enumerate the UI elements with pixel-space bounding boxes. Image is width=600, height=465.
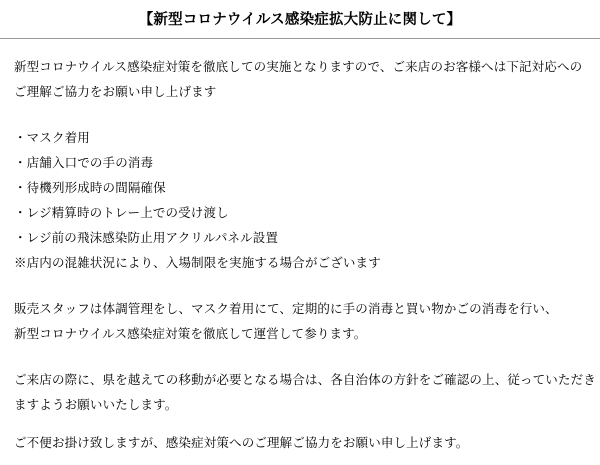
staff-line-1: 販売スタッフは体調管理をし、マスク着用にて、定期的に手の消毒と買い物かごの消毒を行い、 — [14, 302, 558, 316]
list-item: ・待機列形成時の間隔確保 — [14, 181, 166, 195]
list-item: ・レジ前の飛沫感染防止用アクリルパネル設置 — [14, 231, 279, 245]
spacer-after-intro — [14, 105, 586, 126]
staff-paragraph — [14, 297, 586, 347]
document-header — [0, 0, 600, 39]
page-title: 【新型コロナウイルス感染症拡大防止に関して】 — [138, 12, 462, 28]
document-body — [0, 39, 600, 456]
intro-paragraph — [14, 55, 586, 105]
travel-line-1: ご来店の際に、県を越えての移動が必要となる場合は、各自治体の方針をご確認の上、従っていただき — [14, 373, 596, 387]
intro-line-1: 新型コロナウイルス感染症対策を徹底しての実施となりますので、ご来店のお客様へは下記対応への — [14, 60, 583, 74]
list-item: ・店舗入口での手の消毒 — [14, 156, 154, 170]
list-item: ・レジ精算時のトレー上での受け渡し — [14, 206, 229, 220]
capacity-note: ※店内の混雑状況により、入場制限を実施する場合がございます — [14, 256, 381, 270]
measures-list — [14, 126, 586, 276]
spacer-after-travel — [14, 418, 586, 431]
list-item: ・マスク着用 — [14, 131, 90, 145]
top-spacer — [14, 39, 586, 55]
intro-line-2: ご理解ご協力をお願い申し上げます — [14, 85, 217, 99]
spacer-after-staff — [14, 347, 586, 368]
travel-line-2: ますようお願いいたします。 — [14, 398, 178, 412]
spacer-after-list — [14, 276, 586, 297]
staff-line-2: 新型コロナウイルス感染症対策を徹底して運営して参ります。 — [14, 327, 367, 341]
closing-line: ご不便お掛け致しますが、感染症対策へのご理解ご協力をお願い申し上げます。 — [14, 436, 469, 450]
travel-paragraph — [14, 368, 596, 418]
